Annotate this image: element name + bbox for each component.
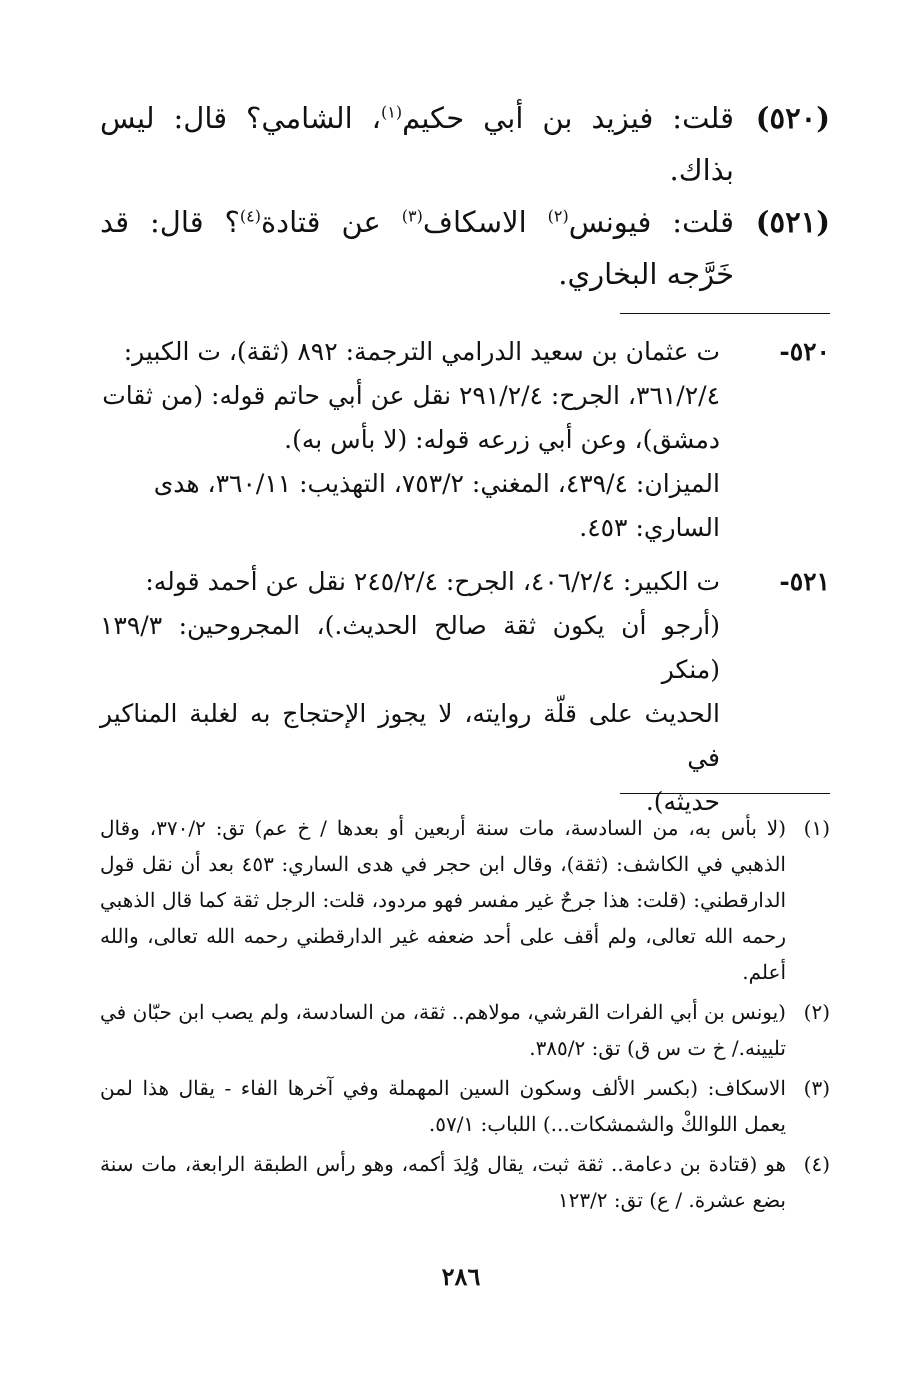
footnote-2 xyxy=(100,994,830,1066)
footnote-text: هو (قتادة بن دعامة.. ثقة ثبت، يقال وُلِدَ أكمه، وهو رأس الطبقة الرابعة، مات سنة بضع عشرة. / ع) تق: ١٢٣/٢ xyxy=(100,1152,786,1212)
commentary-line: الميزان: ٤٣٩/٤، المغني: ٧٥٣/٢، التهذيب: ٣٦٠/١١، هدى xyxy=(153,469,720,498)
commentary-line: ت الكبير: ٤٠٦/٢/٤، الجرح: ٢٤٥/٢/٤ نقل عن أحمد قوله: xyxy=(145,567,720,596)
entry-text xyxy=(100,92,734,196)
entry-number: (٥٢٠) xyxy=(755,101,830,135)
footnote-text: الاسكاف: (بكسر الألف وسكون السين المهملة وفي آخرها الفاء - يقال هذا لمن يعمل اللوالكْ والشمشكات...) اللباب: ٥٧/١. xyxy=(100,1076,786,1136)
footnote-ref-2[interactable]: (٢) xyxy=(547,206,569,226)
footnote-ref-1[interactable]: (١) xyxy=(381,102,403,122)
footnote-text: (لا بأس به، من السادسة، مات سنة أربعين أو بعدها / خ عم) تق: ٣٧٠/٢، وقال الذهبي في الكاشف: (ثقة)، وقال ابن حجر في هدى الساري: ٤٥٣ بعد أن نقل قول الدارقطني: (قلت: هذا جرحٌ غير مفسر فهو مردود، قلت: الرجل ثقة كما قال الذهبي رحمه الله تعالى، ولم أقف على أحد ضعفه غير الدارقطني رحمه الله تعالى، والله أعلم. xyxy=(100,816,787,984)
footnote-number: (٣) xyxy=(803,1076,830,1100)
main-entry-520 xyxy=(100,92,830,196)
footnote-1 xyxy=(100,810,830,990)
separator-line xyxy=(620,313,830,314)
entry-number: (٥٢١) xyxy=(755,205,830,239)
footnote-4 xyxy=(100,1146,830,1218)
commentary-line: (أرجو أن يكون ثقة صالح الحديث.)، المجروحين: ١٣٩/٣ (منكر xyxy=(100,611,720,684)
entry-text-part: ؟ قال: قد خَرَّجه البخاري. xyxy=(100,205,734,291)
commentary-line: دمشق)، وعن أبي زرعه قوله: (لا بأس به). xyxy=(284,425,720,454)
commentary-line: ت عثمان بن سعيد الدرامي الترجمة: ٨٩٢ (ثقة)، ت الكبير: xyxy=(123,337,720,366)
footnote-number: (١) xyxy=(803,816,830,840)
commentary-entry-521 xyxy=(100,560,830,824)
separator-line xyxy=(620,793,830,794)
commentary-line: حديثه). xyxy=(645,787,720,816)
footnote-number: (٤) xyxy=(803,1152,830,1176)
commentary-line: الحديث على قلّة روايته، لا يجوز الإحتجاج به لغلبة المناكير في xyxy=(100,699,720,772)
main-entry-521 xyxy=(100,196,830,300)
entry-text-part: قلت: فيزيد بن أبي حكيم xyxy=(402,101,735,135)
footnote-ref-3[interactable]: (٣) xyxy=(401,206,423,226)
entry-text-part: عن قتادة xyxy=(260,205,402,239)
footnote-ref-4[interactable]: (٤) xyxy=(239,206,261,226)
footnote-3 xyxy=(100,1070,830,1142)
footnote-text: (يونس بن أبي الفرات القرشي، مولاهم.. ثقة، من السادسة، ولم يصب ابن حبّان في تليينه./ خ ت س ق) تق: ٣٨٥/٢. xyxy=(100,1000,786,1060)
commentary-number: ٥٢١- xyxy=(779,567,830,596)
commentary-entry-520 xyxy=(100,330,830,550)
commentary-line: ٣٦١/٢/٤، الجرح: ٢٩١/٢/٤ نقل عن أبي حاتم قوله: (من ثقات xyxy=(102,381,720,410)
entry-text-part: الاسكاف xyxy=(422,205,548,239)
footnotes-block xyxy=(100,810,830,1222)
page-number: ٢٨٦ xyxy=(441,1262,481,1291)
commentary-number: ٥٢٠- xyxy=(779,337,830,366)
entry-text xyxy=(100,196,734,300)
footnote-number: (٢) xyxy=(803,1000,830,1024)
entry-text-part: قلت: فيونس xyxy=(568,205,735,239)
commentary-block xyxy=(100,330,830,834)
commentary-body xyxy=(100,560,720,824)
commentary-line: الساري: ٤٥٣. xyxy=(579,513,720,542)
main-text-block xyxy=(100,92,830,300)
entry-text-part: ، الشامي؟ قال: ليس بذاك. xyxy=(100,101,734,187)
commentary-body xyxy=(100,330,720,550)
